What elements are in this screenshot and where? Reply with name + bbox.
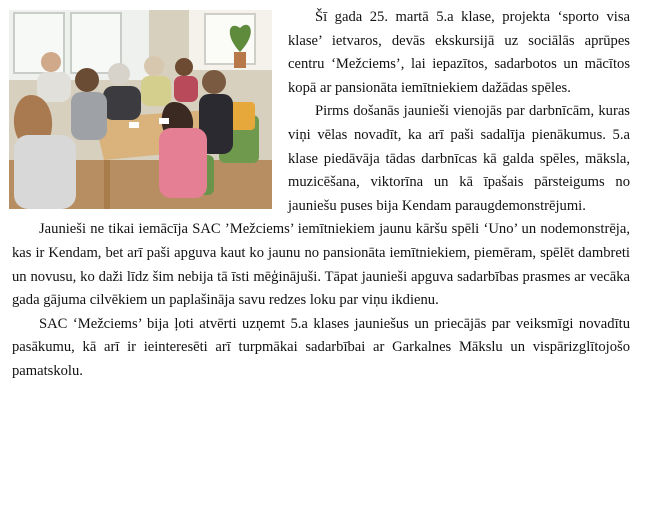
paragraph-2: Pirms došanās jaunieši vienojās par darbnīcām, kuras viņi vēlas novadīt, ka arī paši sadalīja pienākumus. 5.a klase piedāvāja tādas darbnīcas kā galda spēles, māksla, muzicēšana, viktorīna un kā īpašais pārsteigums no jauniešu puses bija Kendam paraugdemonstrējumi. bbox=[288, 103, 630, 214]
paragraph-3: Jaunieši ne tikai iemācīja SAC ’Mežciems’ iemītniekiem jaunu kāršu spēli ‘Uno’ un nodemonstrēja, kas ir Kendam, bet arī paši apguva kaut ko jaunu no pansionāta iemītniekiem, piemēram, spēlēt dambreti un novusu, ko daži līdz šim nebija tā īsti mēģinājuši. Tāpat jaunieši apguva sadarbības prasmes ar vecāka gada gājuma cilvēkiem un paplašināja savu redzes loku par viņu ikdienu. bbox=[12, 221, 630, 309]
article-text bbox=[12, 6, 630, 384]
photo-float-spacer bbox=[12, 6, 288, 213]
paragraph-4: SAC ‘Mežciems’ bija ļoti atvērti uzņemt 5.a klases jauniešus un priecājās par veiksmīgi novadītu pasākumu, kā arī ir ieinteresēti arī turpmākai sadarbībai ar Garkalnes Mākslu un vispārizglītojošo pamatskolu. bbox=[12, 315, 630, 379]
paragraph-1: Šī gada 25. martā 5.a klase, projekta ‘sporto visa klase’ ietvaros, devās ekskursijā uz sociālās aprūpes centru ‘Mežciems’, lai iepazītos, sadarbotos un mācītos kopā ar pansionāta iemītniekiem dažādas spēles. bbox=[288, 9, 630, 96]
